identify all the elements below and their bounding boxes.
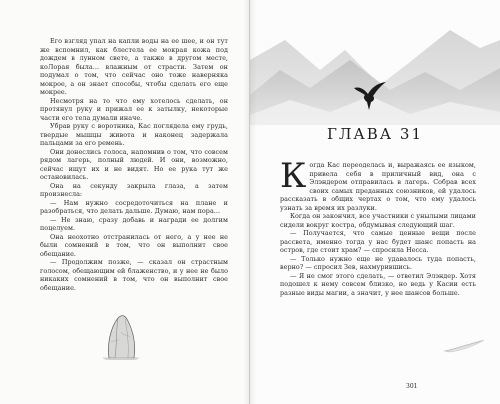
paragraph: Несмотря на то что ему хотелось сделать, он протянул руку и прижал ее к затылку, некоторые части его тела думали иначе. <box>40 96 228 122</box>
paragraph: Она неохотно отстранилась от него, а у нее не были сомнений в том, что он выполнит свое обещание. <box>40 232 228 258</box>
paragraph: — Получается, что самые ценные вещи после рассвета, именно тогда у нас будет шанс попасть на остров, где стоит храм? — спросила Несса. <box>280 229 476 254</box>
paragraph: Она на секунду закрыла глаза, а затем произнесла: <box>40 181 228 198</box>
paragraph: — Я не смог этого сделать, — ответил Элэндер. Хотя подошел к нему совсем близко, но ведь у Касии есть разные виды магии, а значит, у нее шансов больше. <box>280 271 476 297</box>
paragraph: Убрав руку с воротника, Кас поглядела ему грудь, твердые мышцы живота и наконец задержала пальцами за его ремень. <box>40 122 228 147</box>
paragraph: Когда он закончил, все участники с унылыми лицами сидели вокруг костра, обдумывая следующий шаг. <box>280 212 476 229</box>
paragraph: — Только нужно еще не удавалось туда попасть, верно? — спросил Зев, нахмурившись. <box>280 254 476 271</box>
chapter-title: ГЛАВА 31 <box>326 125 424 143</box>
right-page <box>250 0 500 404</box>
rock-illustration <box>101 312 141 360</box>
paragraph: — Нам нужно сосредоточиться на плане и разобраться, что делать дальше. Думаю, нам пора… <box>40 198 228 215</box>
left-page-text <box>40 37 228 292</box>
right-page-text <box>280 156 476 297</box>
page-number: 301 <box>406 383 418 390</box>
eagle-icon <box>352 80 388 112</box>
paragraph: Они донеслись голоса, напомнив о том, что совсем рядом лагерь, полный людей. И они, возможно, сейчас ищут их и не видят. Но ее рука тут же остановилась. <box>40 147 228 181</box>
drop-cap: К <box>280 156 307 196</box>
first-paragraph-text: огда Кас переоделась и, выражаясь ее языком, привела себя в приличный вид, она с Элэндером отправилась в лагерь. Собрав всех своих самых преданных союзников, ей удалось рассказать в общих чертах о том, что ему удалось узнать за время их разлуки. <box>280 161 476 212</box>
paragraph: — Продолжим позже, — сказал он страстным голосом, обещающим ей блаженство, и у нее не было никаких сомнений в том, что он выполнит свое обещание. <box>40 258 228 292</box>
mountain-illustration <box>250 0 500 140</box>
paragraph: Его взгляд упал на капли воды на ее шее, и он тут же вспомнил, как блестела ее мокрая кожа под дождем в лунном свете, а также в другом месте, коЛорая была… влажным от страсти. Затем он подумал о том, что сейчас оно тоже наверняка мокрое, а он знает способы, чтобы сделать его еще мокрее. <box>40 37 228 96</box>
paragraph: — Не знаю, сразу добавь и награди ее долгим поцелуем. <box>40 215 228 232</box>
feather-illustration <box>442 338 486 354</box>
first-paragraph <box>280 156 476 212</box>
